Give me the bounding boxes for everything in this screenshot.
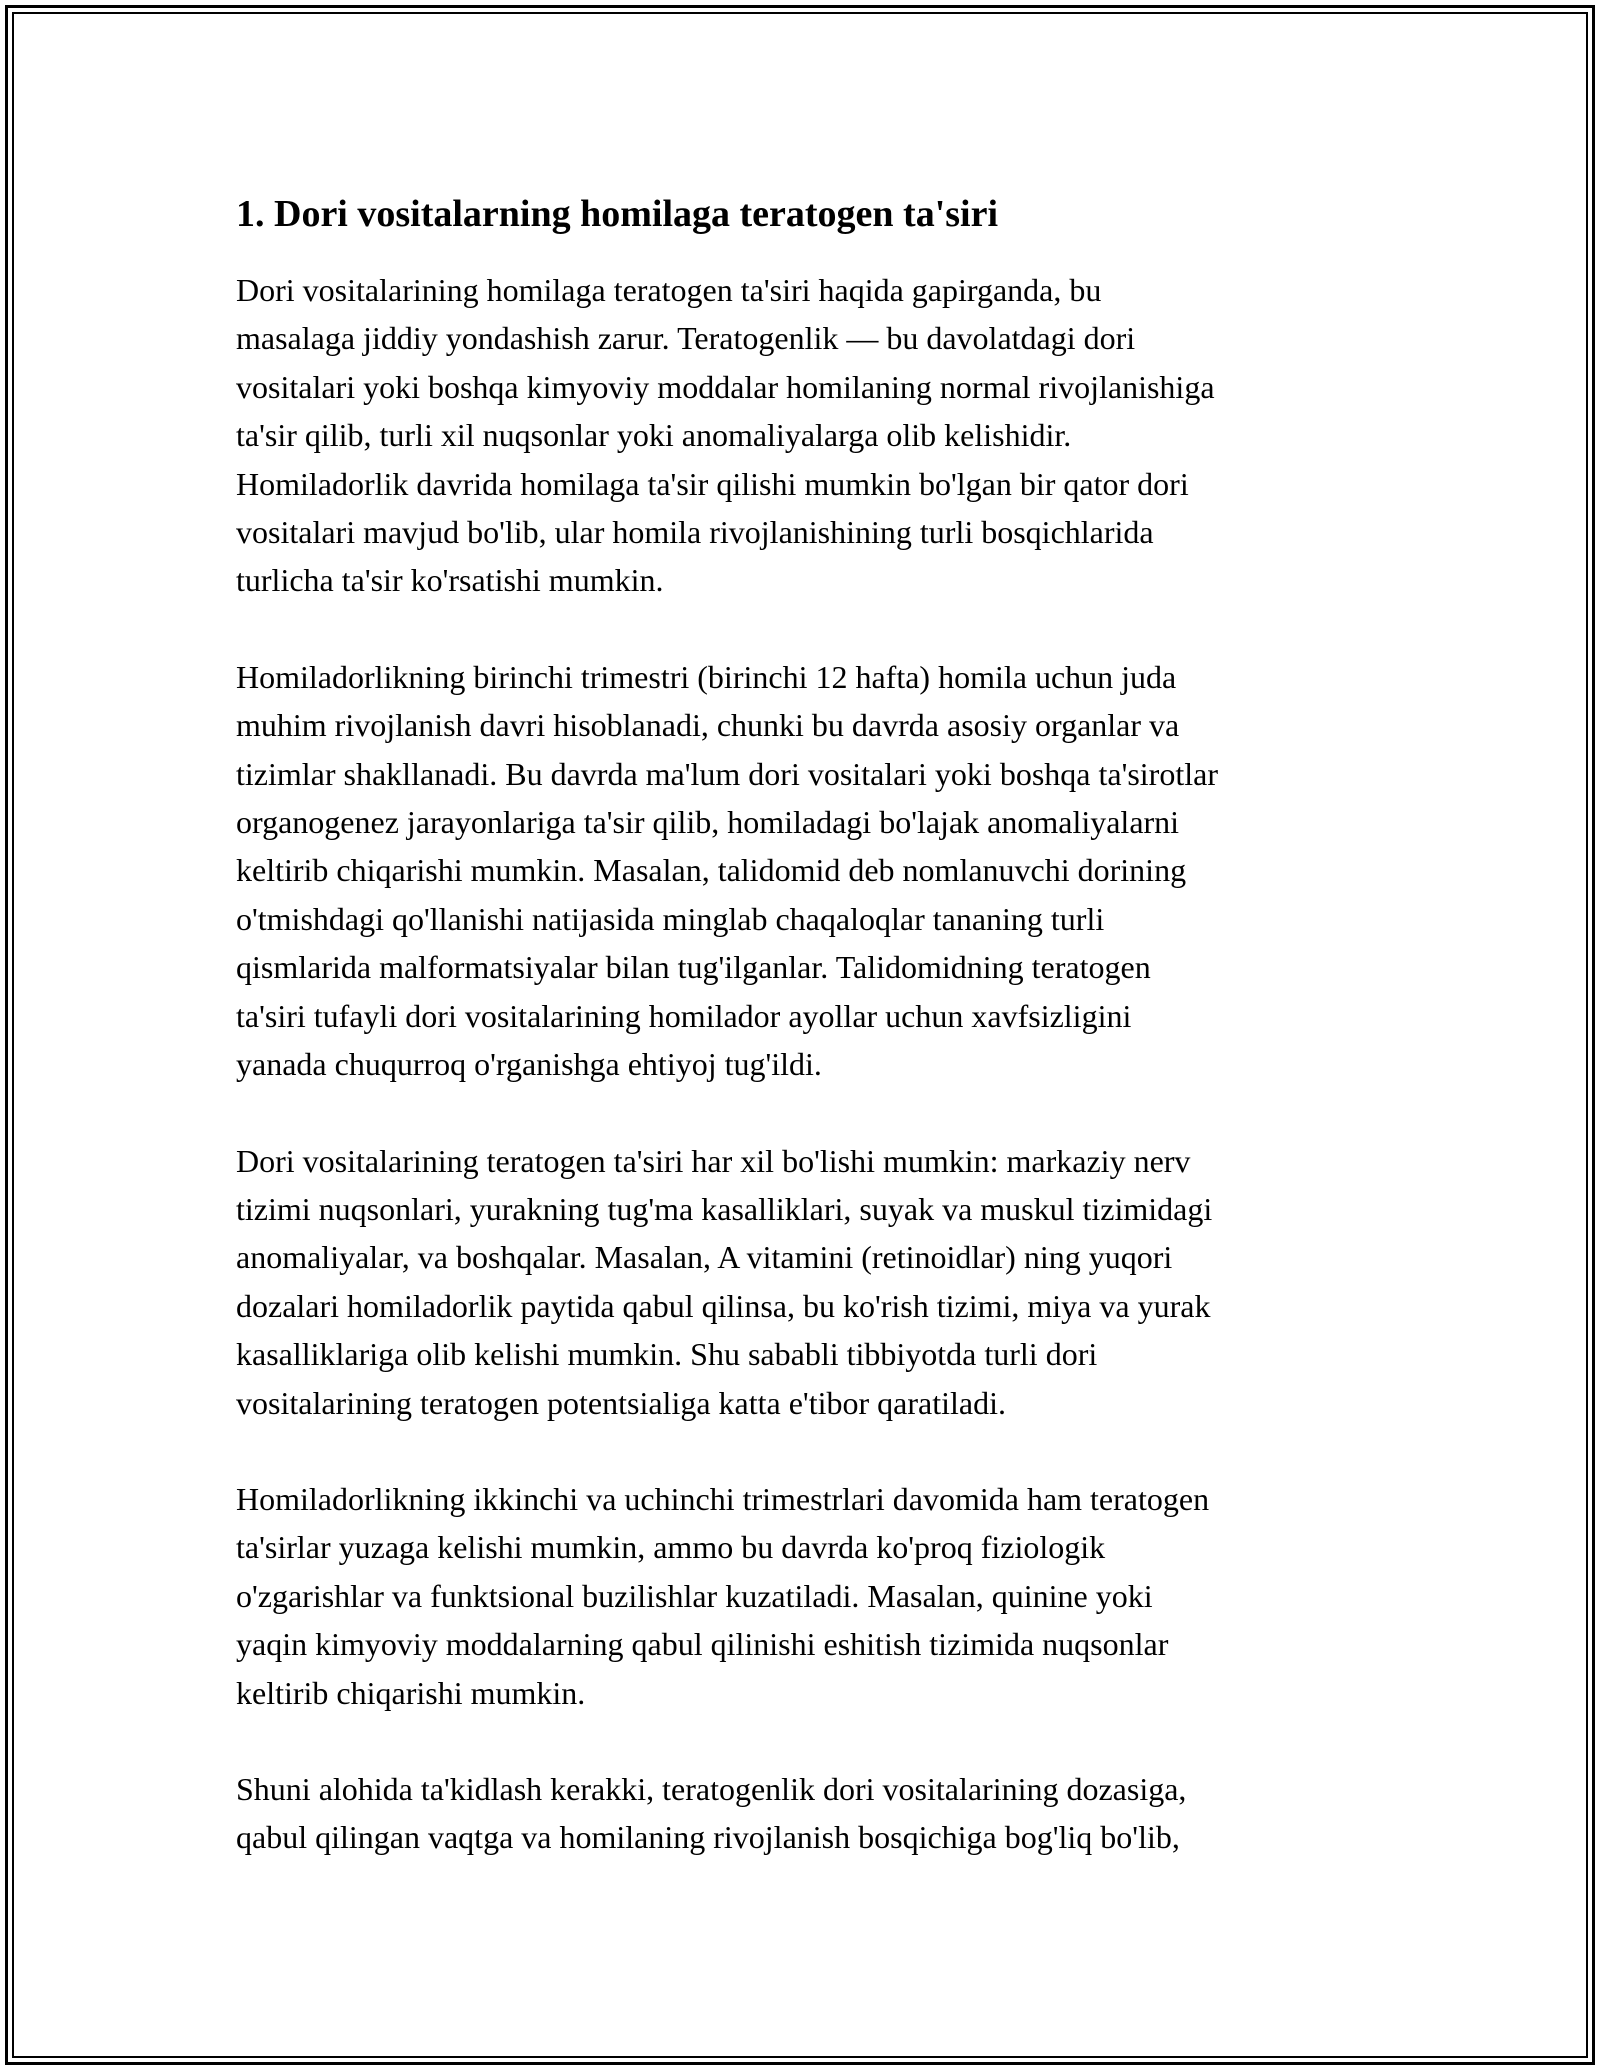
text-line: qismlarida malformatsiyalar bilan tug'ilganlar. Talidomidning teratogen [236, 949, 1151, 986]
text-line: vositalarining teratogen potentsialiga katta e'tibor qaratiladi. [236, 1384, 1006, 1421]
section-heading: 1. Dori vositalarning homilaga teratogen ta'siri [236, 193, 999, 235]
text-line: yanada chuqurroq o'rganishga ehtiyoj tug'ildi. [236, 1046, 822, 1083]
text-line: keltirib chiqarishi mumkin. [236, 1674, 586, 1711]
paragraph-1 [236, 266, 1366, 605]
text-line: ta'sirlar yuzaga kelishi mumkin, ammo bu davrda ko'proq fiziologik [236, 1529, 1106, 1566]
text-line: muhim rivojlanish davri hisoblanadi, chunki bu davrda asosiy organlar va [236, 707, 1180, 744]
text-line: dozalari homiladorlik paytida qabul qilinsa, bu ko'rish tizimi, miya va yurak [236, 1287, 1211, 1324]
text-line: Homiladorlikning birinchi trimestri (birinchi 12 hafta) homila uchun juda [236, 658, 1177, 695]
paragraph-5 [236, 1765, 1366, 1862]
text-line: ta'sir qilib, turli xil nuqsonlar yoki anomaliyalarga olib kelishidir. [236, 417, 1072, 454]
text-line: kasalliklariga olib kelishi mumkin. Shu sababli tibbiyotda turli dori [236, 1336, 1098, 1373]
paragraph-4 [236, 1475, 1366, 1717]
text-line: Dori vositalarining homilaga teratogen ta'siri haqida gapirganda, bu [236, 272, 1102, 308]
text-line: vositalari mavjud bo'lib, ular homila rivojlanishining turli bosqichlarida [236, 514, 1154, 551]
text-line: tizimi nuqsonlari, yurakning tug'ma kasalliklari, suyak va muskul tizimidagi [236, 1190, 1213, 1227]
text-line: yaqin kimyoviy moddalarning qabul qilinishi eshitish tizimida nuqsonlar [236, 1626, 1169, 1663]
text-line: qabul qilingan vaqtga va homilaning rivojlanish bosqichiga bog'liq bo'lib, [236, 1819, 1180, 1856]
text-line: Homiladorlik davrida homilaga ta'sir qilishi mumkin bo'lgan bir qator dori [236, 465, 1189, 502]
document-body [236, 188, 1366, 1910]
text-line: anomaliyalar, va boshqalar. Masalan, A vitamini (retinoidlar) ning yuqori [236, 1239, 1173, 1276]
text-line: o'tmishdagi qo'llanishi natijasida minglab chaqaloqlar tananing turli [236, 900, 1105, 937]
text-line: tizimlar shakllanadi. Bu davrda ma'lum dori vositalari yoki boshqa ta'sirotlar [236, 755, 1218, 792]
text-line: keltirib chiqarishi mumkin. Masalan, talidomid deb nomlanuvchi dorining [236, 852, 1187, 889]
text-line: masalaga jiddiy yondashish zarur. Teratogenlik — bu davolatdagi dori [236, 320, 1136, 357]
text-line: o'zgarishlar va funktsional buzilishlar kuzatiladi. Masalan, quinine yoki [236, 1577, 1153, 1614]
text-line: Homiladorlikning ikkinchi va uchinchi trimestrlari davomida ham teratogen [236, 1480, 1210, 1517]
text-line: Dori vositalarining teratogen ta'siri har xil bo'lishi mumkin: markaziy nerv [236, 1142, 1191, 1179]
text-line: turlicha ta'sir ko'rsatishi mumkin. [236, 562, 664, 599]
text-line: ta'siri tufayli dori vositalarining homilador ayollar uchun xavfsizligini [236, 997, 1132, 1034]
paragraph-2 [236, 653, 1366, 1089]
text-line: vositalari yoki boshqa kimyoviy moddalar homilaning normal rivojlanishiga [236, 368, 1215, 405]
text-line: organogenez jarayonlariga ta'sir qilib, homiladagi bo'lajak anomaliyalarni [236, 804, 1180, 841]
text-line: Shuni alohida ta'kidlash kerakki, teratogenlik dori vositalarining dozasiga, [236, 1770, 1187, 1807]
paragraph-3 [236, 1137, 1366, 1427]
